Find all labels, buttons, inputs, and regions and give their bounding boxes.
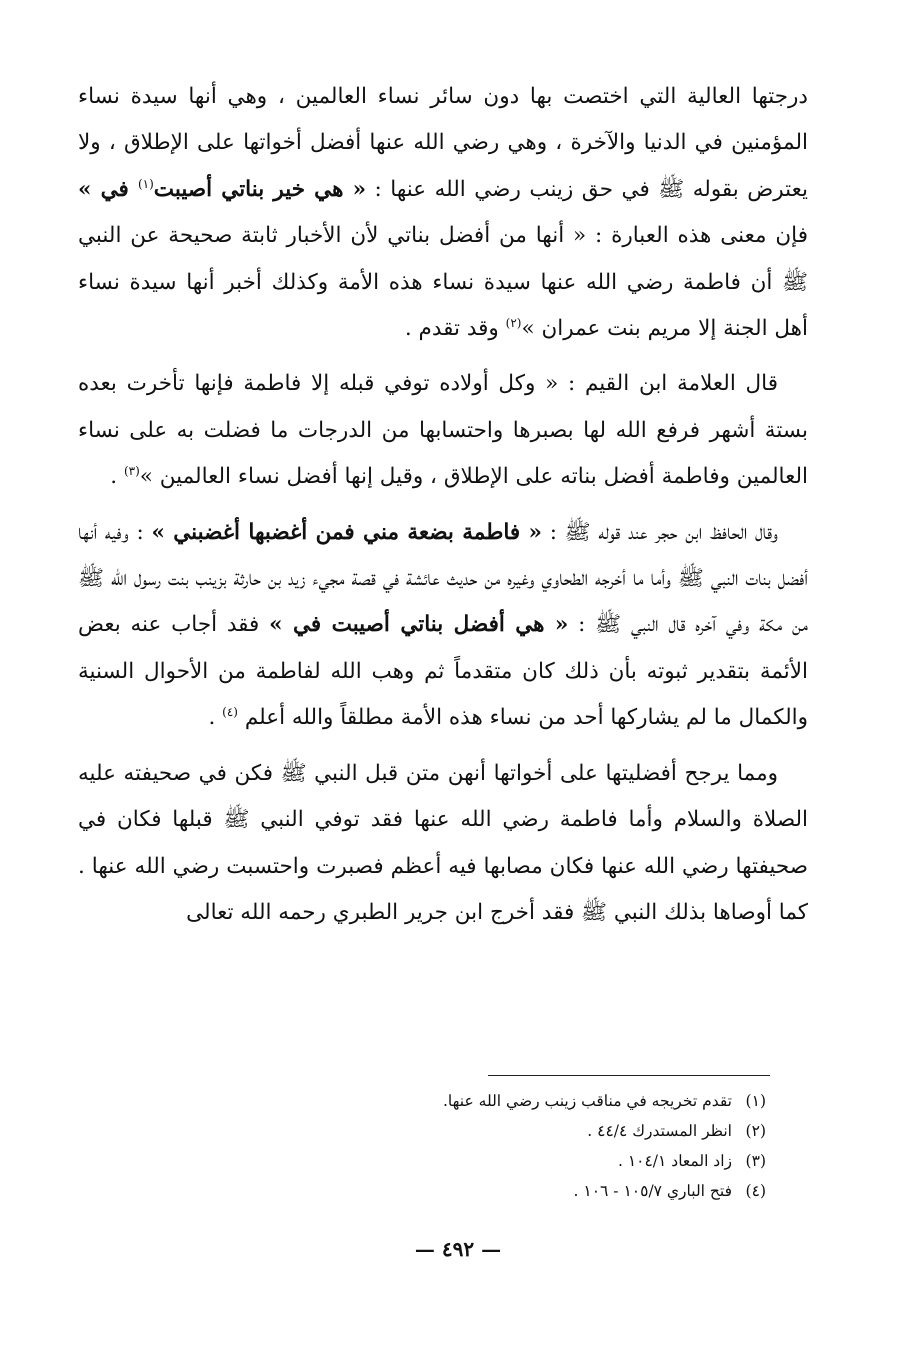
footnote-number: (٤) — [745, 1182, 766, 1200]
text-run: ومما يرجح أفضليتها على أخواتها أنهن متن قبل النبي ﷺ فكن في صحيفته عليه الصلاة والسلام وأما فاطمة رضي الله عنها فقد توفي النبي ﷺ قبلها فكان في صحيفتها رضي الله عنها فكان مصابها فيه أعظم فصبرت واحتسبت رضي الله عنها . كما أوصاها بذلك النبي ﷺ فقد أخرج ابن جرير الطبري رحمه الله تعالى — [78, 760, 808, 925]
footnote-item — [120, 1116, 766, 1146]
main-text — [78, 74, 808, 936]
text-run: . — [110, 464, 124, 490]
footnote-ref: (٣) — [123, 464, 140, 479]
hadith-quote: « هي أفضل بناتي أصيبت في » — [269, 612, 569, 638]
footnote-item — [120, 1086, 766, 1116]
footnote-ref: (١) — [137, 176, 154, 191]
paragraph — [78, 510, 808, 742]
paragraph — [78, 751, 808, 937]
footnote-text: انظر المستدرك ٤٤/٤ . — [587, 1122, 732, 1140]
paragraph — [78, 361, 808, 500]
hadith-quote: في » — [78, 176, 138, 202]
footnotes — [120, 1086, 766, 1206]
footnote-number: (٢) — [745, 1122, 766, 1140]
hadith-quote: « هي خير بناتي أصيبت — [153, 176, 367, 202]
footnote-ref: (٢) — [505, 315, 522, 330]
text-run: وقد تقدم . — [404, 316, 506, 342]
footnote-text: تقدم تخريجه في مناقب زينب رضي الله عنها. — [443, 1092, 732, 1110]
footnote-text: زاد المعاد ١٠٤/١ . — [617, 1152, 732, 1170]
footnote-text: فتح الباري ١٠٥/٧ - ١٠٦ . — [573, 1182, 732, 1200]
footnote-number: (١) — [745, 1092, 766, 1110]
text-run: درجتها العالية التي اختصت بها دون سائر نساء العالمين ، وهي أنها سيدة نساء المؤمنين في الدنيا والآخرة ، وهي رضي الله عنها أفضل أخواتها على الإطلاق ، ولا يعترض بقوله ﷺ في حق زينب رضي الله عنها : — [78, 84, 808, 202]
footnote-item — [120, 1146, 766, 1176]
text-run: وقال الحافظ ابن حجر عند قوله ﷺ : — [541, 519, 778, 545]
text-run: فإن معنى هذه العبارة : « أنها من أفضل بناتي لأن الأخبار ثابتة صحيحة عن النبي ﷺ أن فاطمة رضي الله عنها سيدة نساء هذه الأمة وكذلك أخبر أنها سيدة نساء أهل الجنة إلا مريم بنت عمران » — [78, 223, 808, 342]
text-run: قال العلامة ابن القيم : « وكل أولاده توفي قبله إلا فاطمة فإنها تأخرت بعده بستة أشهر فرفع الله لها بصبرها واحتسابها من الدرجات ما فضلت به على نساء العالمين وفاطمة أفضل بناته على الإطلاق ، وقيل إنها أفضل نساء العالمين » — [78, 371, 808, 490]
footnote-ref: (٤) — [222, 705, 238, 720]
text-run: : وفيه أنها أفضل بنات النبي ﷺ وأما ما أخرجه الطحاوي وغيره من حديث عائشة في قصة مجيء زيد بن حارثة بزينب بنت رسول الله ﷺ من مكة وفي آخره قال النبي ﷺ : — [78, 519, 808, 638]
text-run: فقد أجاب عنه بعض الأئمة بتقدير ثبوته بأن ذلك كان متقدماً ثم وهب الله لفاطمة من الأحوال السنية والكمال ما لم يشاركها أحد من نساء هذه الأمة مطلقاً والله أعلم — [78, 612, 808, 731]
paragraph — [78, 74, 808, 352]
page-number: — ٤٩٢ — — [414, 1237, 502, 1261]
hadith-quote: « فاطمة بضعة مني فمن أغضبها أغضبني » — [151, 519, 542, 545]
footnote-number: (٣) — [745, 1152, 766, 1170]
footnote-item — [120, 1176, 766, 1206]
text-run: . — [208, 705, 223, 731]
footnote-separator — [488, 1075, 770, 1076]
